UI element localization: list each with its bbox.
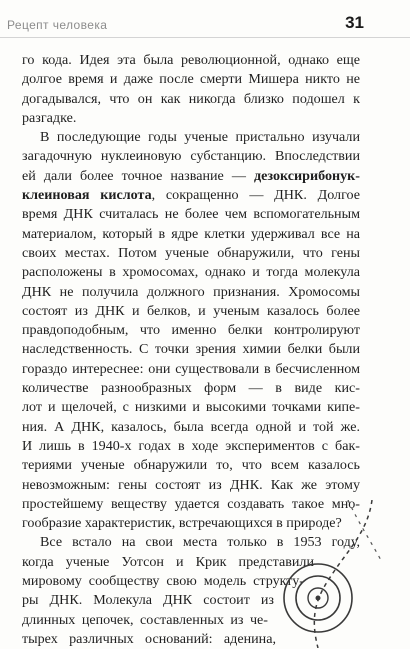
text-line: тырех различных оснований: аденина, xyxy=(22,630,276,647)
text-line: материалом, который в ядре клетки удерживал все на xyxy=(22,225,360,242)
text-fragment: , сокращенно — ДНК. Долгое xyxy=(151,187,360,204)
text-line: загадочную нуклеиновую субстанцию. Впоследствии xyxy=(22,148,360,165)
text-line: гообразие характеристик, встречающихся в природе? xyxy=(22,515,342,532)
text-line: разгадке. xyxy=(22,109,77,126)
bold-term: клеиновая кислота xyxy=(22,187,152,204)
page-header xyxy=(0,0,410,40)
text-line: когда ученые Уотсон и Крик представили xyxy=(22,553,314,570)
text-line: ния. А ДНК, казалось, была всегда одной и той же. xyxy=(22,418,360,435)
text-line: правдоподобным, что именно белки контролируют xyxy=(22,322,360,339)
bold-term: дезоксирибонук- xyxy=(253,167,360,184)
dna-illustration xyxy=(280,500,410,648)
text-line: своих местах. Потом ученые обнаружили, что гены xyxy=(22,244,360,261)
text-line: невозможным: гены состоят из ДНК. Как же этому xyxy=(22,476,360,493)
text-line-with-term xyxy=(22,167,360,186)
header-divider xyxy=(0,37,410,38)
text-line: долгое время и даже после смерти Мишера никто не xyxy=(22,71,360,88)
page-number: 31 xyxy=(345,13,364,32)
text-line: И лишь в 1940-х годах в ходе экспериментов с бак- xyxy=(22,437,360,454)
text-line: лот и щелочей, с низкими и высокими точками кипе- xyxy=(22,399,360,416)
text-line: наследственность. С точки зрения химии белки были xyxy=(22,341,360,358)
running-title: Рецепт человека xyxy=(7,18,108,32)
text-fragment: ей дали более точное название — xyxy=(22,167,254,184)
text-line: го кода. Идея эта была революционной, однако еще xyxy=(22,52,360,68)
text-line: В последующие годы ученые пристально изучали xyxy=(40,129,360,146)
text-line: ДНК не получила должного признания. Хромосомы xyxy=(22,283,360,300)
text-line: Все встало на свои места только в 1953 году, xyxy=(40,534,360,551)
text-line: количестве разнообразных форм — в виде кис- xyxy=(22,380,360,397)
text-line-with-term xyxy=(22,186,360,205)
ring-dot xyxy=(316,596,321,601)
text-line: расположены в хромосомах, однако и тогда молекула xyxy=(22,264,360,281)
text-line: состоят из ДНК и белков, и ученым казалось более xyxy=(22,302,360,319)
text-line: длинных цепочек, составленных из че- xyxy=(22,611,268,628)
text-line: гораздо интереснее: они существовали в бесчисленном xyxy=(22,360,360,377)
text-line: простейшему веществу удается создавать такое мно- xyxy=(22,495,360,512)
text-line: ры ДНК. Молекула ДНК состоит из xyxy=(22,592,274,609)
text-line: догадывался, что он как никогда близко подошел к xyxy=(22,90,360,107)
text-line: мировому сообществу свою модель структу- xyxy=(22,573,304,590)
text-line: териями ученые обнаружили то, что всем казалось xyxy=(22,457,360,474)
helix-curve xyxy=(348,500,382,562)
text-line: время ДНК считалась не более чем вспомогательным xyxy=(22,206,360,223)
